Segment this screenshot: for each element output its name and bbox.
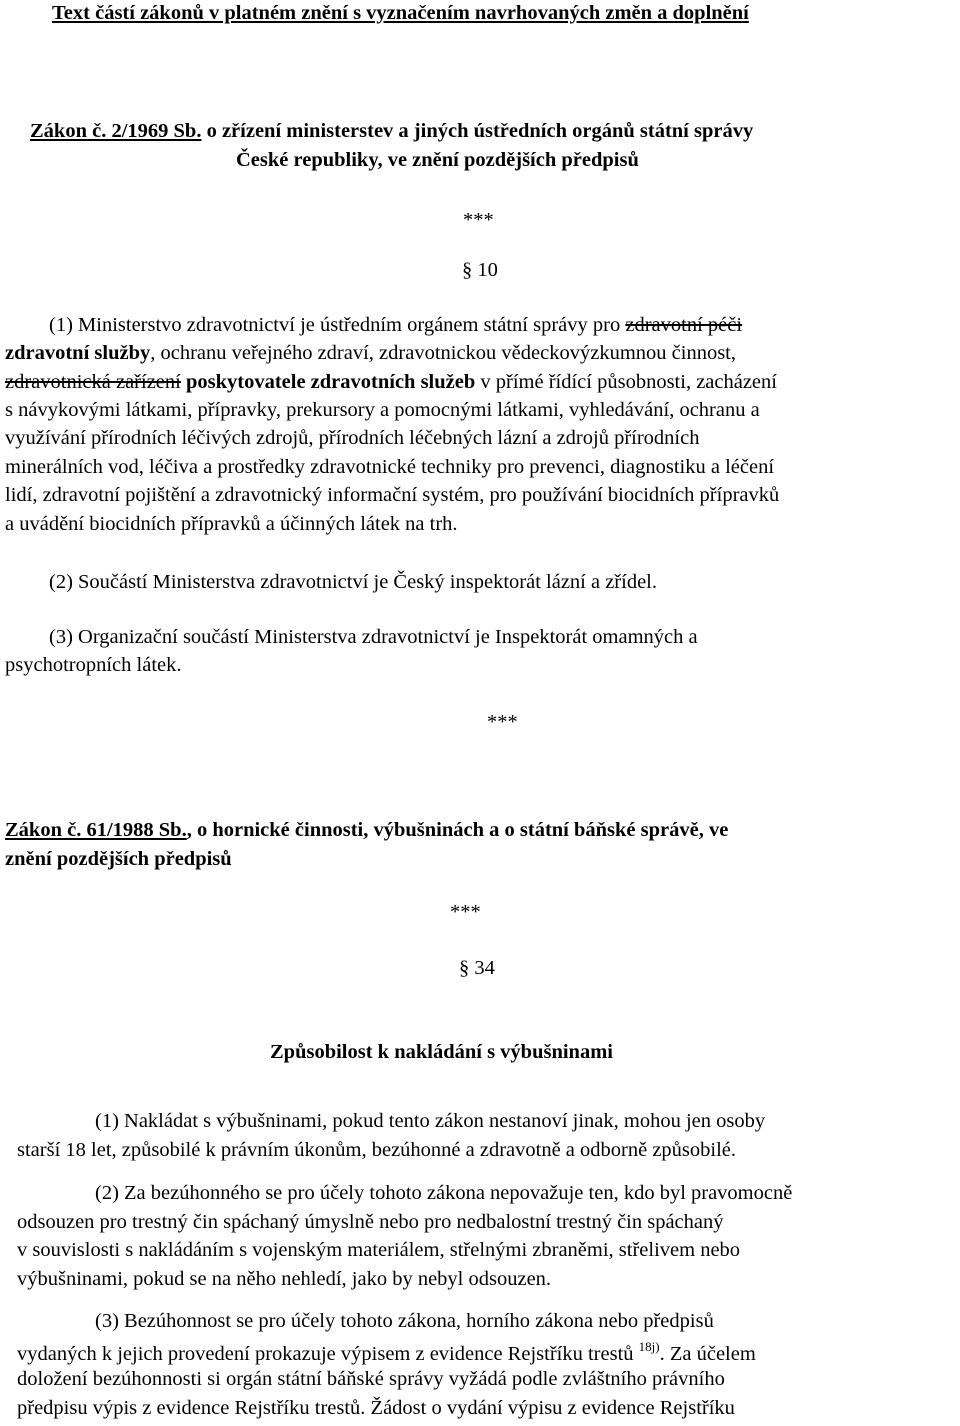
paragraph-line: v souvislosti s nakládáním s vojenským materiálem, střelnými zbraněmi, střelivem nebo: [17, 1239, 741, 1261]
paragraph-line: s návykovými látkami, přípravky, prekursory a pomocnými látkami, vyhledávání, ochranu a: [5, 399, 760, 421]
paragraph-line: výbušninami, pokud se na něho nehledí, jako by nebyl odsouzen.: [17, 1268, 552, 1290]
deleted-text: zdravotní péči: [625, 314, 743, 336]
separator-stars: ***: [450, 901, 481, 923]
law-number: Zákon č. 61/1988 Sb.: [5, 819, 187, 841]
law-heading-2: [5, 820, 728, 841]
paragraph-text: v přímé řídící působnosti, zacházení: [475, 371, 777, 393]
law-title-line2: znění pozdějších předpisů: [5, 848, 232, 870]
paragraph-line: starší 18 let, způsobilé k právním úkonům, bezúhonné a zdravotně a odborně způsobilé.: [17, 1139, 737, 1161]
separator-stars: ***: [463, 209, 494, 231]
paragraph-line: a uvádění biocidních přípravků a účinných látek na trh.: [5, 513, 458, 535]
paragraph-3-line1: (3) Organizační součástí Ministerstva zdravotnictví je Inspektorát omamných a: [49, 626, 698, 648]
added-text: poskytovatele zdravotních služeb: [185, 371, 476, 393]
paragraph-line: doložení bezúhonnosti si orgán státní báňské správy vyžádá podle zvláštního právního: [17, 1368, 725, 1390]
paragraph-line: [5, 372, 777, 393]
document-title: Text částí zákonů v platném znění s vyznačením navrhovaných změn a doplnění: [52, 2, 749, 24]
law-heading-1: [30, 121, 753, 142]
paragraph-text: vydaných k jejich provedení prokazuje výpisem z evidence Rejstříku trestů: [17, 1343, 639, 1365]
paragraph-text: (1) Ministerstvo zdravotnictví je ústředním orgánem státní správy pro: [49, 314, 626, 336]
paragraph-line: (1) Nakládat s výbušninami, pokud tento zákon nestanoví jinak, mohou jen osoby: [95, 1110, 766, 1132]
paragraph-line: využívání přírodních léčivých zdrojů, přírodních léčebných lázní a zdrojů přírodních: [5, 427, 700, 449]
paragraph-line: předpisu výpis z evidence Rejstříku trestů. Žádost o vydání výpisu z evidence Rejstříku: [17, 1397, 735, 1419]
section-number: § 10: [462, 259, 498, 281]
paragraph-line: [5, 343, 736, 364]
law-title-line2: České republiky, ve znění pozdějších předpisů: [236, 149, 639, 171]
paragraph-3-line2: psychotropních látek.: [5, 654, 182, 676]
paragraph-line: minerálních vod, léčiva a prostředky zdravotnické techniky pro prevenci, diagnostiku a léčení: [5, 456, 775, 478]
separator-stars: ***: [487, 711, 518, 733]
law-number: Zákon č. 2/1969 Sb.: [30, 120, 202, 142]
law-title-part: , o hornické činnosti, výbušninách a o státní báňské správě, ve: [186, 819, 729, 841]
law-title-part: o zřízení ministerstev a jiných ústředních orgánů státní správy: [201, 120, 754, 142]
paragraph-2: (2) Součástí Ministerstva zdravotnictví je Český inspektorát lázní a zřídel.: [49, 571, 658, 593]
section-heading: Způsobilost k nakládání s výbušninami: [270, 1041, 613, 1063]
paragraph-line: [17, 1340, 756, 1365]
paragraph-text: , ochranu veřejného zdraví, zdravotnickou vědeckovýzkumnou činnost,: [150, 342, 736, 364]
paragraph-text: . Za účelem: [659, 1343, 756, 1365]
added-text: zdravotní služby: [5, 342, 151, 364]
paragraph-line: (2) Za bezúhonného se pro účely tohoto zákona nepovažuje ten, kdo byl pravomocně: [95, 1182, 793, 1204]
paragraph-line: odsouzen pro trestný čin spáchaný úmyslně nebo pro nedbalostní trestný čin spáchaný: [17, 1211, 724, 1233]
paragraph-line: (3) Bezúhonnost se pro účely tohoto zákona, horního zákona nebo předpisů: [95, 1310, 714, 1332]
footnote-reference[interactable]: 18j): [638, 1339, 660, 1354]
deleted-text: zdravotnická zařízení: [5, 371, 181, 393]
paragraph-line: [49, 315, 742, 336]
section-number: § 34: [459, 957, 495, 979]
paragraph-line: lidí, zdravotní pojištění a zdravotnický informační systém, pro používání biocidních přípravků: [5, 484, 780, 506]
